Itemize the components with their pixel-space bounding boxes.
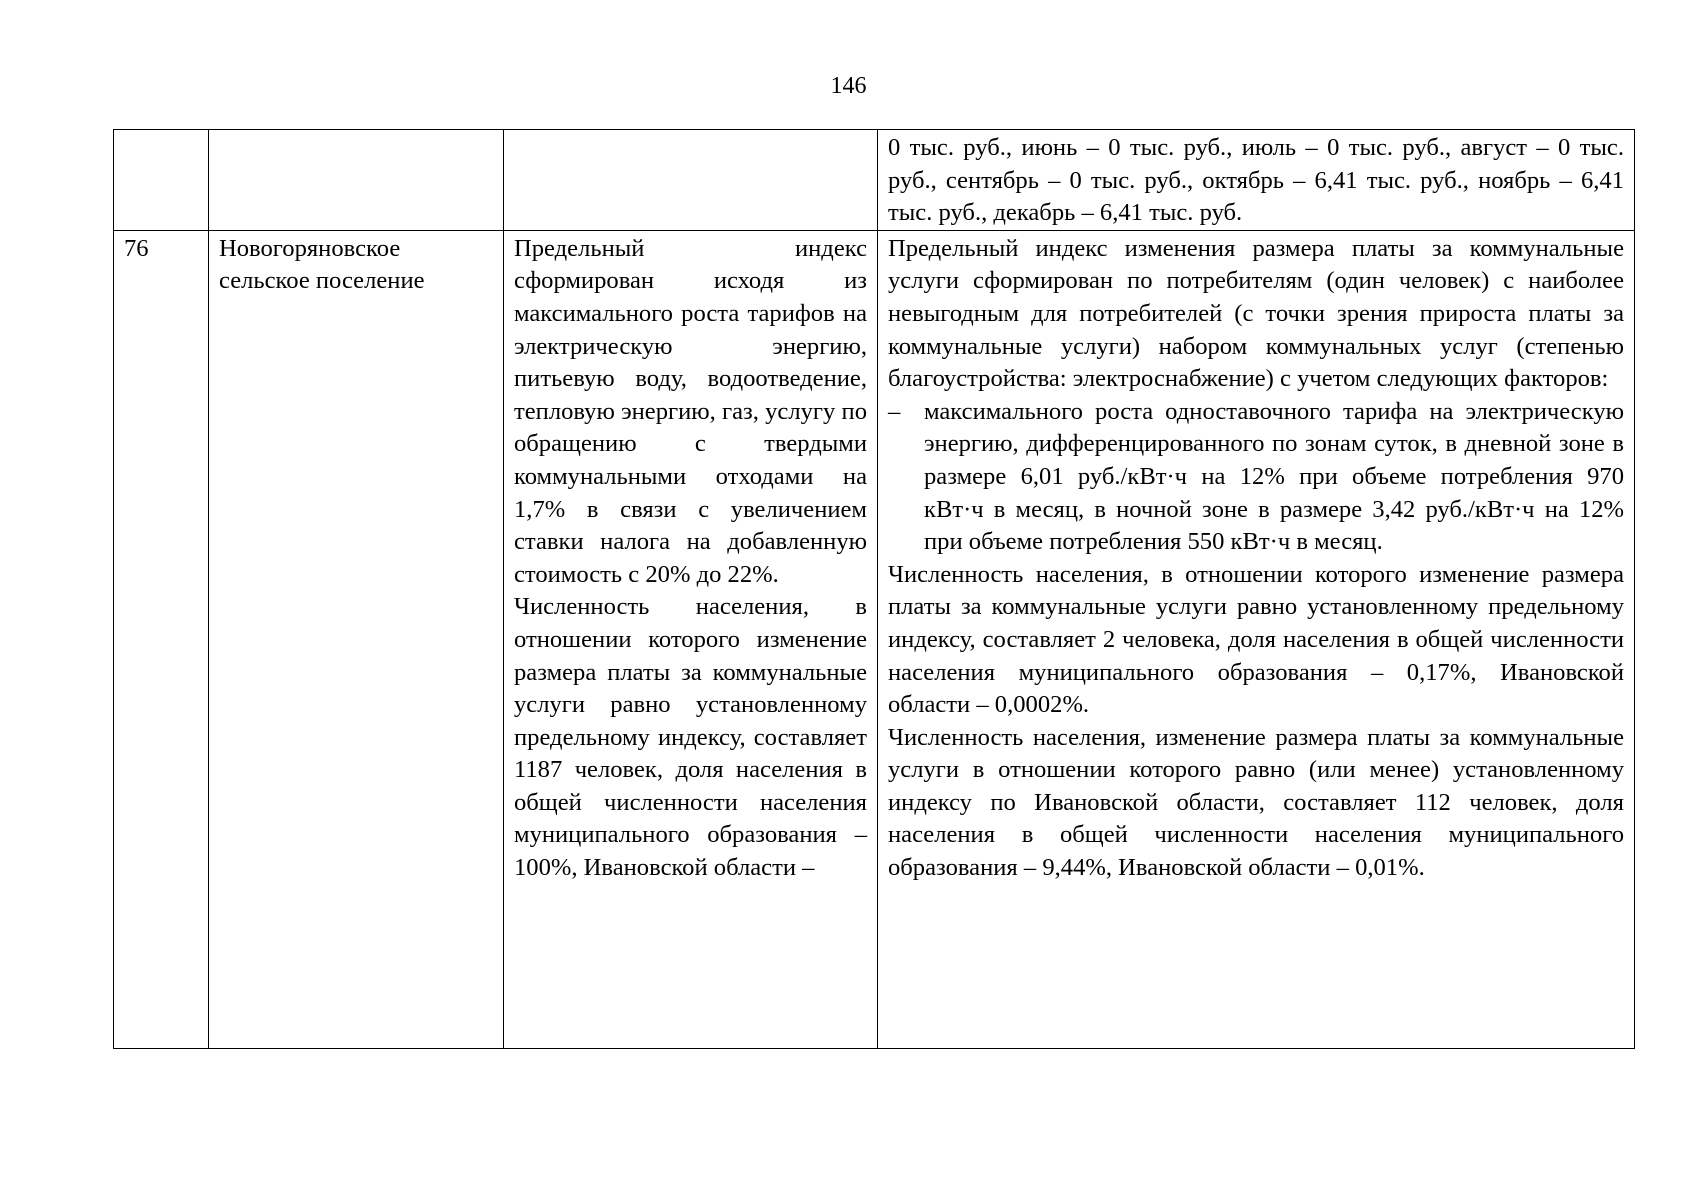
description-intro: Предельный индекс изменения размера платы за коммунальные услуги сформирован по потребителям (один человек) с наиболее невыгодным для потребителей (с точки зрения прироста платы за коммунальные услуги) набором коммунальных услуг (степенью благоустройства: электроснабжение) с учетом следующих факторов:	[888, 234, 1624, 393]
settlement-name-cell	[209, 130, 504, 231]
index-basis-text: Предельный индекс сформирован исходя из максимального роста тарифов на электрическую энергию, питьевую воду, водоотведение, тепловую энергию, газ, услугу по обращению с твердыми коммунальными отходами на 1,7% в связи с увеличением ставки налога на добавленную стоимость с 20% до 22%.	[514, 234, 867, 588]
population-equal-index-text: Численность населения, в отношении которого изменение размера платы за коммунальные услуги равно установленному предельному индексу, составляет 2 человека, доля населения в общей численности населения муниципального образования – 0,17%, Ивановской области – 0,0002%.	[888, 560, 1624, 719]
table-row	[114, 230, 1635, 1048]
tariff-index-table	[113, 129, 1635, 1049]
continuation-text: 0 тыс. руб., июнь – 0 тыс. руб., июль – 0 тыс. руб., август – 0 тыс. руб., сентябрь – 0 тыс. руб., октябрь – 6,41 тыс. руб., ноябрь – 6,41 тыс. руб., декабрь – 6,41 тыс. руб.	[888, 134, 1624, 227]
settlement-name-cell: Новогоряновское сельское поселение	[209, 230, 504, 1048]
table-row-continuation	[114, 130, 1635, 231]
description-cell	[878, 230, 1635, 1048]
factor-text: максимального роста одноставочного тарифа на электрическую энергию, дифференцированного по зонам суток, в дневной зоне в размере 6,01 руб./кВт·ч на 12% при объеме потребления 970 кВт·ч в месяц, в ночной зоне в размере 3,42 руб./кВт·ч на 12% при объеме потребления 550 кВт·ч в месяц.	[924, 397, 1624, 556]
index-basis-cell	[504, 230, 878, 1048]
factor-list-item	[888, 396, 1624, 559]
population-below-index-text: Численность населения, изменение размера платы за коммунальные услуги в отношении которого равно (или менее) установленному индексу по Ивановской области, составляет 112 человек, доля населения в общей численности населения муниципального образования – 9,44%, Ивановской области – 0,01%.	[888, 723, 1624, 882]
index-basis-cell	[504, 130, 878, 231]
row-number-cell: 76	[114, 230, 209, 1048]
description-cell	[878, 130, 1635, 231]
dash-bullet: –	[888, 397, 901, 425]
row-number-cell	[114, 130, 209, 231]
population-share-text: Численность населения, в отношении которого изменение размера платы за коммунальные услуги равно установленному предельному индексу, составляет 1187 человек, доля населения в общей численности населения муниципального образования – 100%, Ивановской области –	[514, 593, 867, 882]
page-number: 146	[830, 73, 867, 99]
